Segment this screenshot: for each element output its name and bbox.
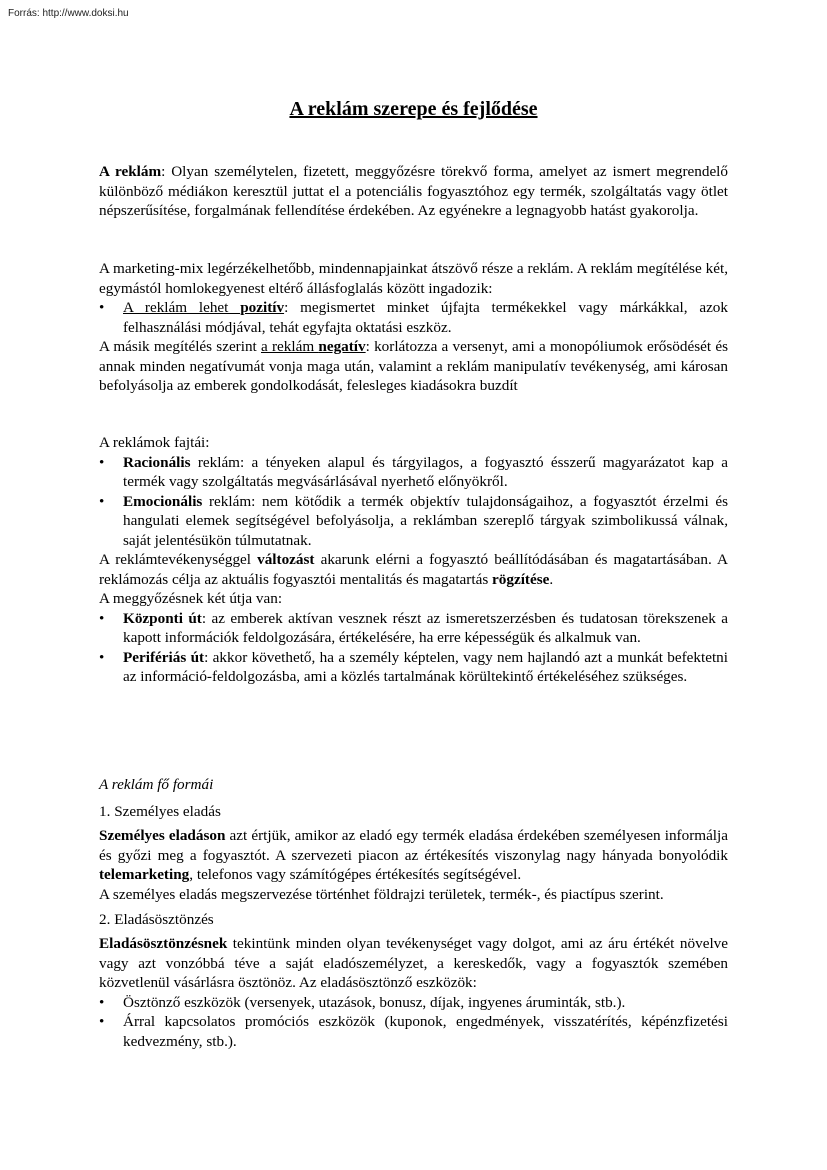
negative-term: negatív (318, 338, 366, 355)
source-note: Forrás: http://www.doksi.hu (8, 8, 129, 19)
bullet-icon: • (99, 609, 105, 627)
ways-heading: A meggyőzésnek két útja van: (99, 590, 283, 607)
intro-term: A reklám (99, 163, 162, 180)
mix-section (99, 259, 728, 396)
sales-promotion-title: 2. Eladásösztönzés (99, 911, 214, 928)
bullet-icon: • (99, 648, 105, 666)
types-heading: A reklámok fajtái: (99, 434, 210, 451)
promotion-item-incentive: • Ösztönző eszközök (versenyek, utazások, bonusz, díjak, ingyenes áruminták, stb.). (99, 993, 626, 1011)
bullet-icon: • (99, 299, 105, 316)
sales-promotion-paragraph: Eladásösztönzésnek tekintünk minden olyan tevékenységet vagy dolgot, ami az áru értékét növelve vagy azt vonzóbbá téve a saját eladószemélyzet, a kereskedők, vagy a fogyasztók szemében közvetlenül vásárlásra ösztönöz. Az eladásösztönző eszközök: (99, 935, 728, 991)
way-item-central: • Központi út: az emberek aktívan vesznek részt az ismeretszerzésben és tudatosan törekszenek a kapott információk feldolgozására, értékelésére, ha erre képességük és alkalmuk van. (99, 609, 728, 646)
personal-selling-section (99, 826, 728, 904)
bullet-icon: • (99, 993, 105, 1011)
personal-selling-title-block (99, 802, 728, 822)
mix-paragraph: A marketing-mix legérzékelhetőbb, mindennapjainkat átszövő része a reklám. A reklám megítélése két, egymástól homlokegyenest eltérő állásfoglalás között ingadozik: (99, 260, 728, 297)
forms-heading: A reklám fő formái (99, 776, 214, 793)
bullet-icon: • (99, 492, 105, 510)
negative-paragraph: A másik megítélés szerint a reklám negatív: korlátozza a versenyt, ami a monopóliumok erősödését és annak minden negatívumát vonja maga után, valamint a reklám manipulatív tevékenység, ami károsan befolyásolja az emberek gondolkodását, felesleges kiadásokra buzdít (99, 338, 728, 394)
promotion-item-price: • Árral kapcsolatos promóciós eszközök (kuponok, engedmények, visszatérítés, képénzfizetési kedvezmény, stb.). (99, 1013, 728, 1050)
change-paragraph: A reklámtevékenységgel változást akarunk elérni a fogyasztó beállítódásában és magatartásában. A reklámozás célja az aktuális fogyasztói mentalitás és magatartás rögzítése. (99, 551, 728, 588)
intro-paragraph (99, 162, 728, 221)
personal-selling-title: 1. Személyes eladás (99, 803, 221, 820)
types-section (99, 433, 728, 687)
forms-heading-block (99, 775, 728, 795)
types-item-rational: • Racionális reklám: a tényeken alapul és tárgyilagos, a fogyasztó ésszerű magyarázatot kap a termék vagy szolgáltatás megvásárlásával nyerhető előnyökről. (99, 453, 728, 490)
page-title: A reklám szerepe és fejlődése (289, 98, 538, 120)
personal-selling-organization: A személyes eladás megszervezése történhet földrajzi területek, termék-, és piactípus szerint. (99, 885, 664, 903)
positive-item: • A reklám lehet pozitív: megismertet minket újfajta termékekkel vagy márkákkal, azok felhasználási módjával, tehát egyfajta oktatási eszköz. (99, 299, 728, 336)
types-item-emotional: • Emocionális reklám: nem kötődik a termék objektív tulajdonságaihoz, a fogyasztót érzelmi és hangulati elemek segítségével befolyásolja, a reklámban szereplő tárgyak szimbolikussá válnak, saját jelentésükön túlmutatnak. (99, 492, 728, 549)
intro-text: : Olyan személytelen, fizetett, meggyőzésre törekvő forma, amelyet az ismert megrendelő különböző médiákon keresztül juttat el a potenciális fogyasztóhoz egy termék, szolgáltatás vagy ötlet népszerűsítése, forgalmának fellendítése érdekében. Az egyénekre a legnagyobb hatást gyakorolja. (99, 163, 728, 219)
way-item-peripheral: • Perifériás út: akkor követhető, ha a személy képtelen, vagy nem hajlandó azt a munkát befektetni az információ-feldolgozásba, ami a közlés tartalmának körültekintő értékeléséhez szükséges. (99, 648, 728, 685)
sales-promotion-title-block (99, 910, 728, 930)
bullet-icon: • (99, 453, 105, 471)
positive-term: pozitív (240, 299, 285, 316)
sales-promotion-section (99, 934, 728, 1051)
bullet-icon: • (99, 1013, 105, 1030)
personal-selling-paragraph: Személyes eladáson azt értjük, amikor az eladó egy termék eladása érdekében személyesen informálja és győzi meg a fogyasztót. A szervezeti piacon az értékesítés viszonylag nagy hányada bonyolódik telemarketing, telefonos vagy számítógépes értékesítés segítségével. (99, 827, 728, 883)
